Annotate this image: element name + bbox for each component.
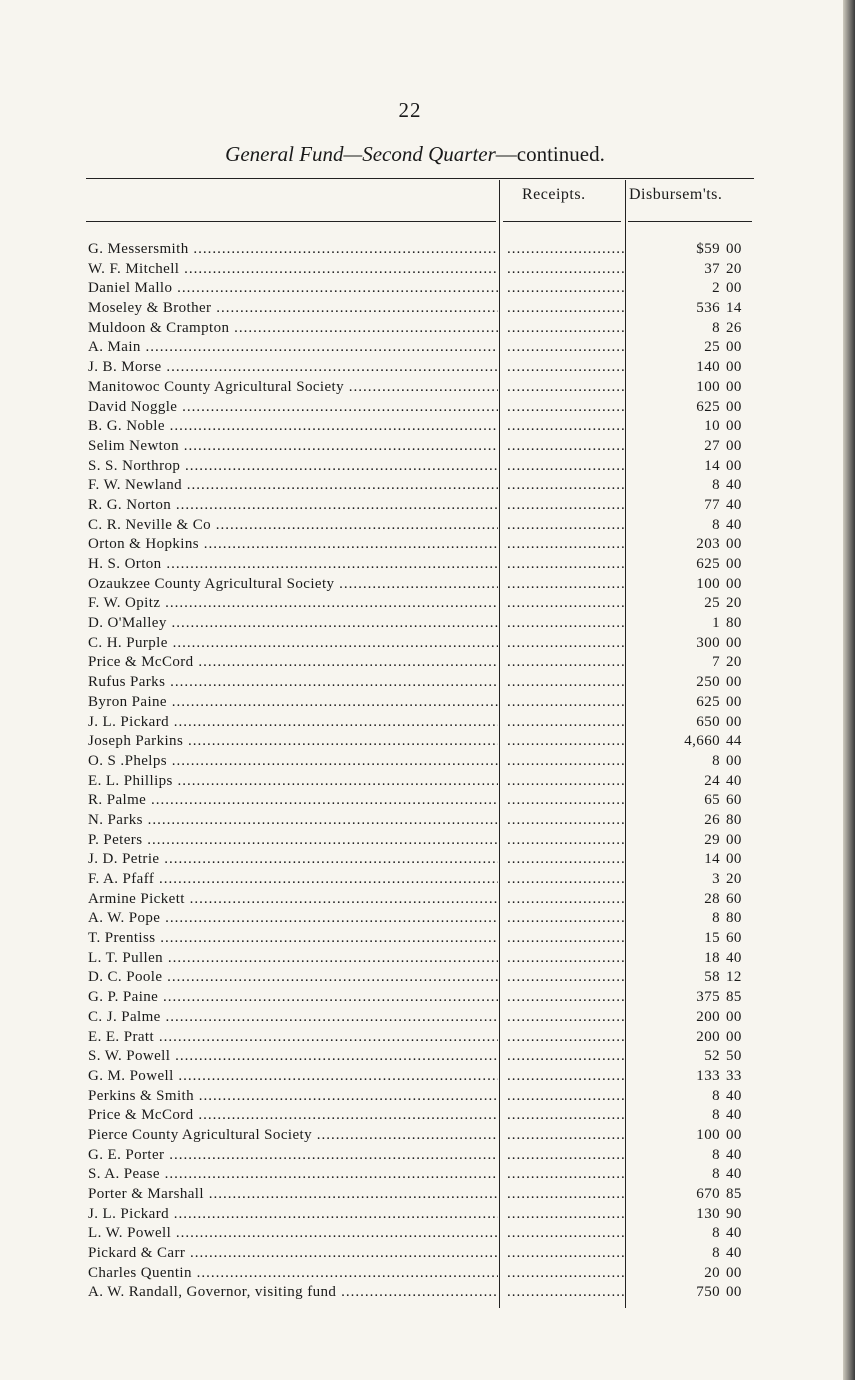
disbursement-dollars: 625 [696,398,720,415]
payee-name: C. H. Purple ..... [88,634,498,654]
table-row [0,1067,855,1087]
receipts-cell [507,594,624,614]
disbursement-dollars: 14 [704,851,720,868]
table-row [0,594,855,614]
header-bottom-rule-name [86,221,496,222]
disbursement-cents: 40 [726,1166,742,1183]
disbursement-dollars: 37 [704,260,720,277]
disbursement-cents: 00 [726,280,742,297]
disbursement-cents: 00 [726,1126,742,1143]
receipts-cell [507,1126,624,1146]
table-row [0,279,855,299]
disbursement-dollars: 7 [712,654,720,671]
table-row [0,535,855,555]
payee-name: D. O'Malley ..... [88,614,498,634]
receipts-cell [507,1067,624,1087]
receipts-cell [507,240,624,260]
disbursement-dollars: 625 [696,556,720,572]
payee-name: J. D. Petrie ..... [88,850,498,870]
disbursement-cents: 40 [726,772,742,789]
table-row [0,890,855,910]
payee-name: Pickard & Carr ..... [88,1244,498,1264]
table-row [0,516,855,536]
payee-name: J. L. Pickard ..... [88,713,498,733]
receipts-cell [507,575,624,595]
disbursement-cents: 00 [726,831,742,848]
disbursement-cents: 40 [726,1225,742,1242]
receipts-cell [507,279,624,299]
disbursement-cents: 00 [726,378,742,395]
receipts-cell [507,1283,624,1303]
table-row [0,378,855,398]
table-row [0,1283,855,1303]
disbursement-cents: 40 [726,1087,742,1104]
payee-name: E. L. Phillips ..... [88,772,498,792]
receipts-cell [507,319,624,339]
disbursement-dollars: 8 [712,477,720,494]
disbursement-dollars: 29 [704,831,720,848]
disbursement-dollars: 133 [696,1067,720,1084]
disbursement-dollars: 28 [704,890,720,907]
disbursement-dollars: 8 [712,319,720,336]
receipts-cell [507,673,624,693]
disbursement-cents: 00 [726,437,742,454]
table-row [0,1087,855,1107]
disbursement-dollars: 130 [696,1205,720,1222]
receipts-cell [507,1008,624,1028]
table-row [0,1106,855,1126]
payee-name: Moseley & Brother ..... [88,299,498,319]
payee-name: B. G. Noble ..... [88,417,498,437]
disbursement-dollars: 375 [696,989,720,1006]
disbursement-cents: 00 [726,1008,742,1025]
payee-name: G. E. Porter ..... [88,1146,498,1166]
disbursement-dollars: 670 [696,1186,720,1202]
table-row [0,398,855,418]
payee-name: N. Parks ..... [88,811,498,831]
table-row [0,831,855,851]
payee-name: Byron Paine ..... [88,693,498,713]
disbursement-dollars: 536 [696,300,720,317]
disbursement-cents: 40 [726,496,742,513]
payee-name: Price & McCord ..... [88,653,498,673]
receipts-cell [507,1165,624,1185]
table-row [0,1146,855,1166]
receipts-cell [507,1146,624,1166]
payee-name: D. C. Poole ..... [88,968,498,988]
table-row [0,260,855,280]
heading-continued: —continued. [495,142,605,166]
disbursement-dollars: 3 [712,871,720,887]
table-row [0,653,855,673]
disbursement-cents: 20 [726,871,742,887]
table-row [0,1224,855,1244]
header-bottom-rule-disbursements [628,221,752,222]
payee-name: Price & McCord ..... [88,1106,498,1126]
table-row [0,850,855,870]
table-row [0,1126,855,1146]
disbursement-dollars: 100 [696,575,720,592]
disbursement-dollars: 1 [712,615,720,632]
payee-name: Charles Quentin ..... [88,1264,498,1284]
header-bottom-rule-receipts [503,221,621,222]
disbursement-cents: 40 [726,477,742,494]
table-row [0,791,855,811]
payee-name: O. S .Phelps ..... [88,752,498,772]
table-row [0,614,855,634]
table-row [0,555,855,575]
receipts-cell [507,693,624,713]
disbursement-dollars: 8 [712,1245,720,1262]
disbursement-dollars: 300 [696,634,720,651]
disbursement-cents: 80 [726,615,742,632]
disbursement-cents: 33 [726,1067,742,1084]
disbursement-dollars: 65 [704,792,720,809]
disbursement-dollars: 25 [704,595,720,612]
payee-name: Pierce County Agricultural Society ..... [88,1126,498,1146]
table-row [0,634,855,654]
receipts-cell [507,338,624,358]
receipts-cell [507,417,624,437]
receipts-cell [507,1087,624,1107]
disbursement-cents: 90 [726,1205,742,1222]
payee-name: C. R. Neville & Co ..... [88,516,498,536]
table-row [0,319,855,339]
payee-name: L. W. Powell ..... [88,1224,498,1244]
payee-name: G. P. Paine ..... [88,988,498,1008]
payee-name: F. W. Newland ..... [88,476,498,496]
disbursement-cents: 85 [726,989,742,1006]
payee-name: Daniel Mallo ..... [88,279,498,299]
table-row [0,772,855,792]
receipts-cell [507,516,624,536]
payee-name: A. W. Pope ..... [88,909,498,929]
disbursement-cents: 00 [726,359,742,376]
disbursement-cents: 80 [726,910,742,927]
receipts-cell [507,398,624,418]
disbursement-dollars: 650 [696,713,720,730]
disbursement-cents: 00 [726,1028,742,1045]
table-row [0,476,855,496]
payee-name: P. Peters ..... [88,831,498,851]
disbursement-cents: 44 [726,733,742,750]
receipts-cell [507,614,624,634]
disbursement-cents: 00 [726,752,742,769]
payee-name: S. S. Northrop ..... [88,457,498,477]
payee-name: David Noggle ..... [88,398,498,418]
receipts-cell [507,909,624,929]
receipts-cell [507,1264,624,1284]
disbursement-dollars: 625 [696,693,720,710]
payee-name: Orton & Hopkins ..... [88,535,498,555]
table-row [0,713,855,733]
receipts-cell [507,555,624,575]
receipts-cell [507,634,624,654]
disbursement-dollars: 18 [704,949,720,966]
table-row [0,1028,855,1048]
disbursement-cents: 26 [726,319,742,336]
payee-name: R. G. Norton ..... [88,496,498,516]
table-row [0,870,855,890]
disbursement-dollars: 58 [704,969,720,986]
heading-title: General Fund—Second Quarter [225,142,496,166]
receipts-cell [507,988,624,1008]
payee-name: J. L. Pickard ..... [88,1205,498,1225]
disbursement-cents: 00 [726,398,742,415]
table-row [0,752,855,772]
disbursement-cents: 40 [726,949,742,966]
receipts-cell [507,1028,624,1048]
disbursement-cents: 00 [726,1264,742,1281]
disbursement-dollars: 77 [704,496,720,513]
disbursement-cents: 00 [726,418,742,435]
receipts-cell [507,713,624,733]
table-row [0,417,855,437]
disbursement-cents: 00 [726,556,742,572]
table-row [0,909,855,929]
disbursement-dollars: 8 [712,1225,720,1242]
table-row [0,811,855,831]
disbursement-dollars: 52 [704,1048,720,1065]
receipts-cell [507,653,624,673]
payee-name: Perkins & Smith ..... [88,1087,498,1107]
payee-name: Joseph Parkins ..... [88,732,498,752]
disbursement-dollars: 20 [704,1264,720,1281]
payee-name: S. W. Powell ..... [88,1047,498,1067]
table-row [0,299,855,319]
payee-name: F. W. Opitz ..... [88,594,498,614]
receipts-cell [507,299,624,319]
payee-name: Selim Newton ..... [88,437,498,457]
receipts-cell [507,732,624,752]
disbursement-cents: 60 [726,890,742,907]
disbursement-cents: 00 [726,457,742,474]
page-heading [0,142,830,167]
disbursement-dollars: 100 [696,378,720,395]
table-row [0,338,855,358]
table-row [0,1264,855,1284]
payee-name: Ozaukzee County Agricultural Society ..... [88,575,498,595]
disbursement-cents: 20 [726,595,742,612]
disbursement-dollars: 8 [712,516,720,533]
disbursement-cents: 14 [726,300,742,317]
disbursement-cents: 60 [726,930,742,947]
table-top-rule [86,178,754,179]
disbursement-cents: 00 [726,536,742,553]
table-row [0,693,855,713]
payee-name: W. F. Mitchell ..... [88,260,498,280]
receipts-cell [507,811,624,831]
table-row [0,673,855,693]
table-row [0,1244,855,1264]
disbursement-cents: 00 [726,1284,742,1301]
payee-name: G. Messersmith ..... [88,240,498,260]
receipts-cell [507,260,624,280]
disbursement-dollars: 200 [696,1008,720,1025]
disbursement-cents: 12 [726,969,742,986]
table-row [0,1047,855,1067]
receipts-cell [507,870,624,890]
disbursement-dollars: 8 [712,1107,720,1124]
disbursement-cents: 00 [726,851,742,868]
payee-name: Armine Pickett ..... [88,890,498,910]
disbursement-cents: 40 [726,1107,742,1124]
receipts-cell [507,378,624,398]
receipts-cell [507,949,624,969]
table-row [0,929,855,949]
disbursement-cents: 40 [726,1245,742,1262]
disbursement-dollars: 100 [696,1126,720,1143]
table-row [0,968,855,988]
receipts-cell [507,535,624,555]
disbursement-dollars: 24 [704,772,720,789]
disbursement-cents: 00 [726,339,742,356]
disbursement-cents: 00 [726,693,742,710]
disbursement-dollars: 8 [712,1087,720,1104]
disbursement-cents: 20 [726,654,742,671]
payee-name: F. A. Pfaff ..... [88,870,498,890]
receipts-cell [507,358,624,378]
receipts-cell [507,457,624,477]
page-number: 22 [398,98,422,122]
receipts-cell [507,1224,624,1244]
table-row [0,575,855,595]
disbursement-cents: 40 [726,516,742,533]
table-row [0,457,855,477]
disbursement-dollars: 200 [696,1028,720,1045]
disbursement-dollars: 8 [712,1146,720,1163]
disbursement-dollars: 203 [696,536,720,553]
payee-name: A. W. Randall, Governor, visiting fund ..... [88,1283,498,1303]
disbursement-cents: 00 [726,241,742,257]
receipts-cell [507,1205,624,1225]
receipts-cell [507,968,624,988]
table-row [0,1008,855,1028]
disbursement-dollars: 8 [712,910,720,927]
receipts-cell [507,752,624,772]
table-row [0,1165,855,1185]
receipts-cell [507,496,624,516]
disbursement-cents: 50 [726,1048,742,1065]
disbursement-dollars: 250 [696,674,720,691]
disbursement-dollars: 8 [712,752,720,769]
disbursement-cents: 80 [726,811,742,828]
disbursement-cents: 00 [726,575,742,592]
disbursement-dollars: 140 [696,359,720,376]
ledger-rows [0,240,855,1303]
payee-name: E. E. Pratt ..... [88,1028,498,1048]
receipts-cell [507,772,624,792]
table-row [0,240,855,260]
payee-name: A. Main ..... [88,338,498,358]
disbursement-dollars: 15 [704,930,720,947]
table-row [0,949,855,969]
disbursement-cents: 85 [726,1186,742,1202]
disbursement-cents: 60 [726,792,742,809]
payee-name: Rufus Parks ..... [88,673,498,693]
payee-name: R. Palme ..... [88,791,498,811]
table-row [0,496,855,516]
payee-name: Muldoon & Crampton ..... [88,319,498,339]
receipts-cell [507,929,624,949]
table-row [0,1185,855,1205]
disbursement-dollars: 10 [704,418,720,435]
table-row [0,437,855,457]
payee-name: Manitowoc County Agricultural Society ..... [88,378,498,398]
disbursements-column-header: Disbursem'ts. [629,186,723,203]
receipts-cell [507,1047,624,1067]
disbursement-dollars: 2 [712,280,720,297]
payee-name: J. B. Morse ..... [88,358,498,378]
receipts-cell [507,1244,624,1264]
disbursement-dollars: 4,660 [684,733,720,750]
table-row [0,988,855,1008]
disbursement-dollars: 8 [712,1166,720,1183]
payee-name: H. S. Orton ..... [88,555,498,575]
disbursement-dollars: 14 [704,457,720,474]
payee-name: C. J. Palme ..... [88,1008,498,1028]
disbursement-cents: 00 [726,634,742,651]
payee-name: S. A. Pease ..... [88,1165,498,1185]
receipts-cell [507,476,624,496]
table-row [0,1205,855,1225]
disbursement-dollars: 27 [704,437,720,454]
disbursement-cents: 20 [726,260,742,277]
disbursement-cents: 00 [726,674,742,691]
table-row [0,358,855,378]
disbursement-cents: 40 [726,1146,742,1163]
disbursement-dollars: 25 [704,339,720,356]
receipts-cell [507,791,624,811]
disbursement-dollars: 26 [704,811,720,828]
receipts-cell [507,831,624,851]
receipts-cell [507,850,624,870]
disbursement-cents: 00 [726,713,742,730]
receipts-cell [507,890,624,910]
receipts-cell [507,1106,624,1126]
payee-name: L. T. Pullen ..... [88,949,498,969]
payee-name: T. Prentiss ..... [88,929,498,949]
payee-name: G. M. Powell ..... [88,1067,498,1087]
receipts-cell [507,1185,624,1205]
table-row [0,732,855,752]
disbursement-dollars: 750 [696,1284,720,1301]
disbursement-dollars: $59 [696,241,720,257]
receipts-column-header: Receipts. [522,186,586,203]
payee-name: Porter & Marshall ..... [88,1185,498,1205]
receipts-cell [507,437,624,457]
